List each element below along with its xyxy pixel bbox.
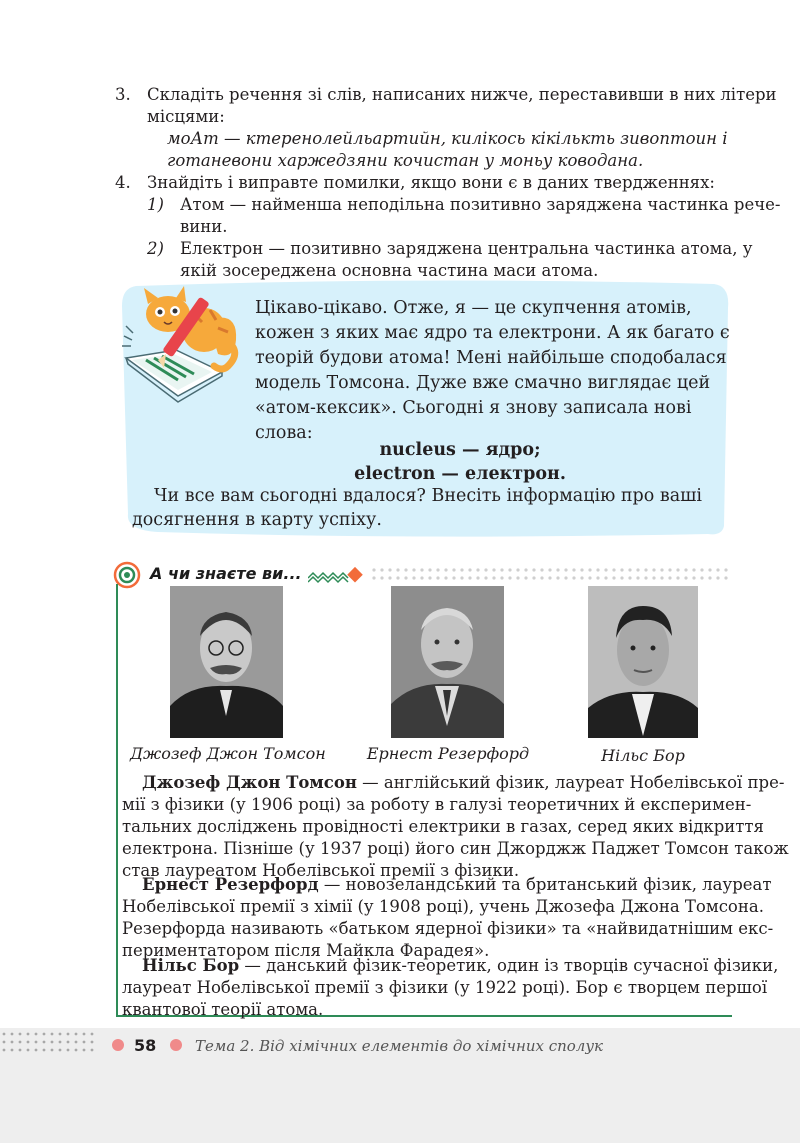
portrait-thomson-icon [170,586,283,738]
bio-thomson-line-1: — англійський фізик, лауреат Нобелівської пре- [356,773,785,792]
photo-thomson [170,586,283,738]
bio-thomson-line-3: тальних досліджень провідності електрики в газах, серед яких відкриття [122,817,764,836]
bio-bohr-name: Нільс Бор [142,956,240,975]
did-you-know-title: А чи знаєте ви... [150,564,302,583]
caption-thomson: Джозеф Джон Томсон [130,744,326,763]
bio-bohr-line-1: — данський фізик-теоретик, один із творців сучасної фізики, [239,956,779,975]
bio-rutherford [122,874,774,962]
footer-dots-decor [0,1028,100,1058]
task-4-sub-2-line-2: якій зосереджена основна частина маси атома. [180,261,599,280]
photo-rutherford [391,586,504,738]
bio-rutherford-line-2: Нобелівської премії з хімії (у 1908 році), учень Джозефа Джона Томсона. [122,897,764,916]
bubble-line-3: теорій будови атома! Мені найбільше сподобалася [255,348,727,368]
caption-rutherford: Ернест Резерфорд [366,744,530,763]
bio-rutherford-line-1: — новозеландський та британський фізик, лауреат [318,875,772,894]
bio-bohr-line-3: квантової теорії атома. [122,1000,324,1019]
footer-topic-title: Тема 2. Від хімічних елементів до хімічних сполук [195,1037,604,1055]
speech-bubble [118,278,730,538]
task-4-sub-1-line-1: Атом — найменша неподільна позитивно заряджена частинка рече- [180,195,781,214]
term-electron: electron — електрон. [354,464,566,484]
bio-thomson-line-5: став лауреатом Нобелівської премії з фізики. [122,861,520,880]
task-4-sub-2-number: 2) [147,239,164,258]
task-3-line-1: Складіть речення зі слів, написаних нижче, переставивши в них літери [147,85,777,104]
photo-bohr [588,586,698,738]
caption-bohr: Нільс Бор [601,746,685,765]
footer-dot-left [112,1039,124,1051]
bio-rutherford-line-3: Резерфорда називають «батьком ядерної фізики» та «найвидатнішим екс- [122,919,774,938]
term-nucleus: nucleus — ядро; [379,440,541,460]
task-4-sub-1-number: 1) [147,195,164,214]
bubble-line-8: досягнення в карту успіху. [132,510,382,530]
task-3-number: 3. [115,85,131,104]
bubble-line-7: Чи все вам сьогодні вдалося? Внесіть інформацію про ваші [154,486,703,506]
task-4-sub-2-line-1: Електрон — позитивно заряджена центральна частинка атома, у [180,239,753,258]
task-list [115,84,781,280]
bio-thomson-name: Джозеф Джон Томсон [142,773,357,792]
task-3-line-4: готаневони харжедзяни кочистан у моньу ководана. [167,151,644,170]
bubble-line-6: слова: [255,423,313,443]
task-3-line-2: місцями: [147,107,225,126]
bubble-line-1: Цікаво-цікаво. Отже, я — це скупчення атомів, [255,298,692,318]
bio-thomson-line-2: мії з фізики (у 1906 році) за роботу в галузі теоретичних й експеримен- [122,795,752,814]
bio-bohr [122,955,779,1021]
cat-with-book-icon [118,280,248,410]
task-4-sub-1-line-2: вини. [180,217,228,236]
bubble-line-5: «атом-кексик». Сьогодні я знову записала нові [255,398,692,418]
bio-thomson-line-4: електрона. Пізніше (у 1937 році) його син Джорджж Паджет Томсон також [122,839,789,858]
task-3-line-3: моАт — ктеренолейльартийн, килікось кікількть зивоптоин і [167,129,728,148]
bubble-line-4: модель Томсона. Дуже вже смачно виглядає цей [255,373,711,393]
portrait-rutherford-icon [391,586,504,738]
bio-rutherford-line-4: периментатором після Майкла Фарадея». [122,941,490,960]
page-number: 58 [134,1036,157,1055]
task-4-number: 4. [115,173,131,192]
bio-rutherford-name: Ернест Резерфорд [142,875,319,894]
portrait-bohr-icon [588,586,698,738]
bio-bohr-line-2: лауреат Нобелівської премії з фізики (у 1922 році). Бор є творцем першої [122,978,768,997]
task-4-line-1: Знайдіть і виправте помилки, якщо вони є в даних твердженнях: [147,173,715,192]
footer-dot-right [170,1039,182,1051]
section-frame-left [116,584,118,1016]
bio-thomson [122,772,789,882]
bubble-line-2: кожен з яких має ядро та електрони. А як багато є [255,323,730,343]
decor-zigzag-dots [308,564,738,586]
